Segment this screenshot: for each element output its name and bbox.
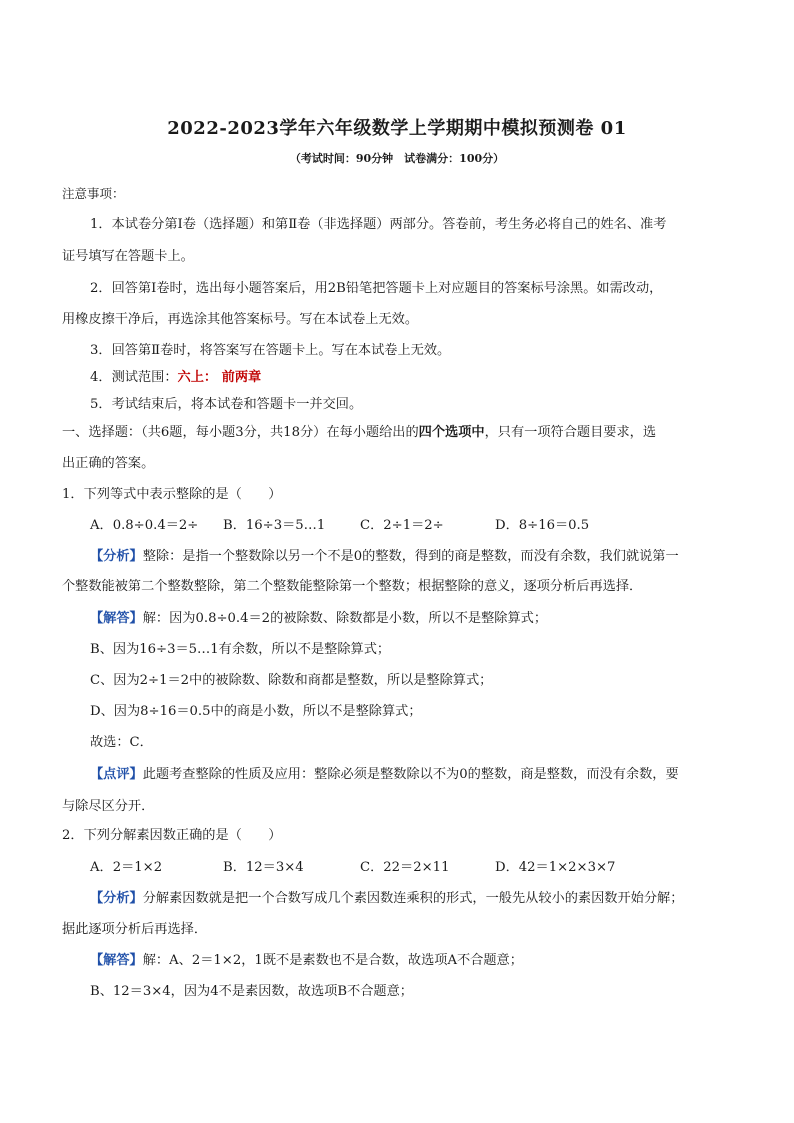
q1-analysis-1: [90, 547, 760, 567]
q2-answer-tag: 【解答】: [90, 953, 143, 968]
q1-answer-2: B、因为16÷3＝5…1有余数，所以不是整除算式；: [90, 642, 391, 657]
exam-info: （考试时间：90分钟 试卷满分：100分）: [289, 152, 505, 165]
page-title: 2022-2023学年六年级数学上学期期中模拟预测卷 01: [167, 118, 627, 139]
note-4-label: 4．测试范围：: [90, 370, 178, 385]
q1-comment-text-1: 此题考查整除的性质及应用：整除必须是整数除以不为0的整数，商是整数，而没有余数，要: [142, 767, 679, 782]
q1-option-d: D．8÷16＝0.5: [495, 518, 590, 533]
section-heading-d: 出正确的答案。: [62, 456, 155, 471]
q1-option-a: A．0.8÷0.4＝2÷: [90, 518, 199, 533]
q1-options: [90, 516, 760, 536]
q2-answer-text-1: 解：A、2＝1×2，1既不是素数也不是合数，故选项A不合题意；: [142, 953, 523, 968]
q1-answer-4: D、因为8÷16＝0.5中的商是小数，所以不是整除算式；: [90, 704, 422, 719]
q1-analysis-2: 个整数能被第二个整数整除，第二个整数能整除第一个整数；根据整除的意义，逐项分析后再选择．: [62, 579, 643, 594]
note-1a: 1．本试卷分第Ⅰ卷（选择题）和第Ⅱ卷（非选择题）两部分。答卷前，考生务必将自己的姓名、准考: [90, 217, 667, 232]
q1-analysis-text-1: 整除：是指一个整数除以另一个不是0的整数，得到的商是整数，而没有余数，我们就说第一: [142, 549, 679, 564]
note-2b: 用橡皮擦干净后，再选涂其他答案标号。写在本试卷上无效。: [62, 312, 419, 327]
q2-analysis-tag: 【分析】: [90, 891, 143, 906]
q2-option-d: D．42＝1×2×3×7: [495, 860, 616, 875]
q2-option-a: A．2＝1×2: [90, 860, 163, 875]
q2-answer-2: B、12＝3×4，因为4不是素因数，故选项B不合题意；: [90, 984, 413, 999]
q2-analysis-text-1: 分解素因数就是把一个合数写成几个素因数连乘积的形式，一般先从较小的素因数开始分解；: [142, 891, 684, 906]
q1-option-b: B．16÷3＝5…1: [223, 518, 326, 533]
note-3: 3．回答第Ⅱ卷时，将答案写在答题卡上。写在本试卷上无效。: [90, 343, 451, 358]
q1-option-c: C．2÷1＝2÷: [360, 518, 444, 533]
note-5: 5．考试结束后，将本试卷和答题卡一并交回。: [90, 397, 363, 412]
q2-stem: 2．下列分解素因数正确的是（ ）: [62, 828, 282, 843]
q1-answer-3: C、因为2÷1＝2中的被除数、除数和商都是整数，所以是整除算式；: [90, 673, 493, 688]
notes-heading: 注意事项：: [62, 186, 125, 201]
q1-comment-tag: 【点评】: [90, 767, 143, 782]
q2-analysis-2: 据此逐项分析后再选择．: [62, 922, 208, 937]
note-4: [90, 368, 760, 388]
q2-answer-1: [90, 951, 760, 971]
q2-options: [90, 858, 760, 878]
q1-comment-2: 与除尽区分开．: [62, 799, 155, 814]
section-heading-c: ，只有一项符合题目要求，选: [484, 425, 657, 440]
q2-option-c: C．22＝2×11: [360, 860, 450, 875]
section-heading-b: 四个选项中: [418, 425, 485, 440]
note-2a: 2．回答第Ⅰ卷时，选出每小题答案后，用2B铅笔把答题卡上对应题目的答案标号涂黑。如需改动，: [90, 281, 663, 296]
note-1b: 证号填写在答题卡上。: [62, 249, 194, 264]
q2-option-b: B．12＝3×4: [223, 860, 304, 875]
q1-answer-1: [90, 609, 760, 629]
section-heading: [62, 423, 732, 443]
q1-stem: 1．下列等式中表示整除的是（ ）: [62, 487, 282, 502]
q1-answer-5: 故选：C．: [90, 735, 153, 750]
q1-analysis-tag: 【分析】: [90, 549, 143, 564]
test-scope: 六上： 前两章: [177, 370, 262, 385]
q1-answer-tag: 【解答】: [90, 611, 143, 626]
q1-comment-1: [90, 765, 760, 785]
section-heading-a: 一、选择题：（共6题，每小题3分，共18分）在每小题给出的: [62, 425, 419, 440]
q2-analysis-1: [90, 889, 760, 909]
q1-answer-text-1: 解：因为0.8÷0.4＝2的被除数、除数都是小数，所以不是整除算式；: [142, 611, 548, 626]
